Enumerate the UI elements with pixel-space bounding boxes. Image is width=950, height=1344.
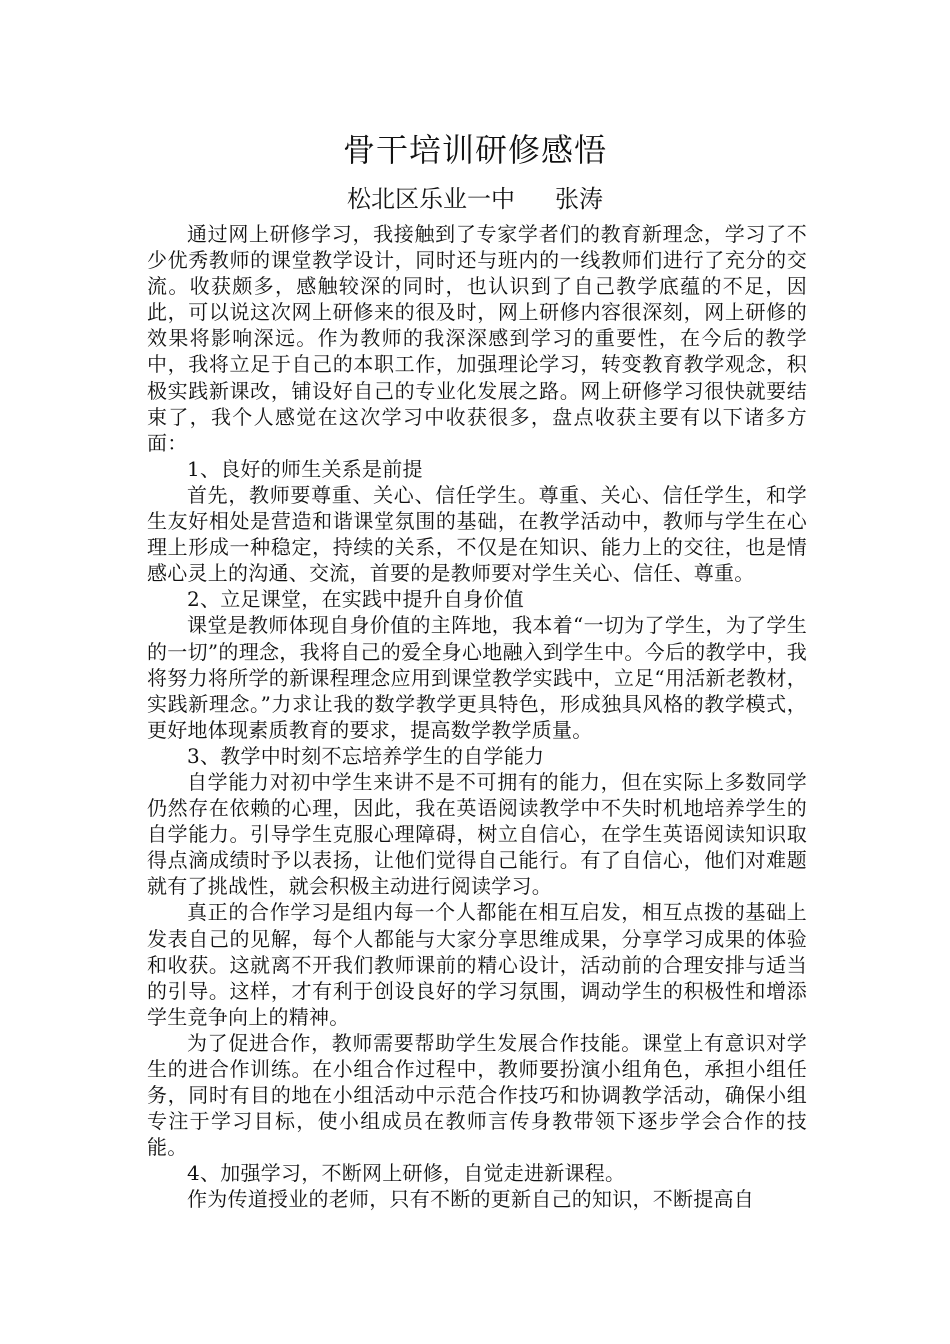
section-heading-1: 1、良好的师生关系是前提 — [187, 456, 423, 481]
paragraph-section-1: 首先，教师要尊重、关心、信任学生。尊重、关心、信任学生，和学生友好相处是营造和谐课堂氛围的基础，在教学活动中，教师与学生在心理上形成一种稳定，持续的关系，不仅是在知识、能力上的交往，也是情感心灵上的沟通、交流，首要的是教师要对学生关心、信任、尊重。 — [147, 482, 807, 586]
section-heading-2: 2、立足课堂，在实践中提升自身价值 — [187, 587, 524, 612]
section-heading-3: 3、教学中时刻不忘培养学生的自学能力 — [187, 743, 545, 768]
document-byline — [0, 182, 950, 216]
section-heading-4: 4、加强学习，不断网上研修，自觉走进新课程。 — [187, 1161, 626, 1186]
paragraph-section-3b: 真正的合作学习是组内每一个人都能在相互启发，相互点拨的基础上发表自己的见解，每个人都能与大家分享思维成果，分享学习成果的体验和收获。这就离不开我们教师课前的精心设计，活动前的合理安排与适当的引导。这样，才有利于创设良好的学习氛围，调动学生的积极性和增添学生竞争向上的精神。 — [147, 900, 807, 1029]
paragraph-intro: 通过网上研修学习，我接触到了专家学者们的教育新理念，学习了不少优秀教师的课堂教学设计，同时还与班内的一线教师们进行了充分的交流。收获颇多，感触较深的同时，也认识到了自己教学底蕴的不足，因此，可以说这次网上研修来的很及时，网上研修内容很深刻，网上研修的效果将影响深远。作为教师的我深深感到学习的重要性，在今后的教学中，我将立足于自己的本职工作，加强理论学习，转变教育教学观念，积极实践新课改，铺设好自己的专业化发展之路。网上研修学习很快就要结束了，我个人感觉在这次学习中收获很多，盘点收获主要有以下诸多方面： — [147, 222, 807, 455]
document-title: 骨干培训研修感悟 — [342, 131, 607, 169]
paragraph-section-3a: 自学能力对初中学生来讲不是不可拥有的能力，但在实际上多数同学仍然存在依赖的心理，因此，我在英语阅读教学中不失时机地培养学生的自学能力。引导学生克服心理障碍，树立自信心，在学生英语阅读知识取得点滴成绩时予以表扬，让他们觉得自己能行。有了自信心，他们对难题就有了挑战性，就会积极主动进行阅读学习。 — [147, 769, 807, 899]
paragraph-section-2: 课堂是教师体现自身价值的主阵地，我本着“一切为了学生，为了学生的一切”的理念，我将自己的爱全身心地融入到学生中。今后的教学中，我将努力将所学的新课程理念应用到课堂教学实践中，立足“用活新老教材，实践新理念。”力求让我的数学教学更具特色，形成独具风格的教学模式，更好地体现素质教育的要求，提高数学教学质量。 — [147, 613, 807, 742]
author-school: 松北区乐业一中 — [347, 185, 515, 213]
paragraph-section-4: 作为传道授业的老师，只有不断的更新自己的知识，不断提高自 — [187, 1187, 754, 1212]
paragraph-section-3c: 为了促进合作，教师需要帮助学生发展合作技能。课堂上有意识对学生的进合作训练。在小组合作过程中，教师要扮演小组角色，承担小组任务，同时有目的地在小组活动中示范合作技巧和协调教学活动，确保小组专注于学习目标，使小组成员在教师言传身教带领下逐步学会合作的技能。 — [147, 1030, 807, 1160]
document-body — [147, 221, 807, 1213]
author-name: 张涛 — [555, 185, 603, 213]
